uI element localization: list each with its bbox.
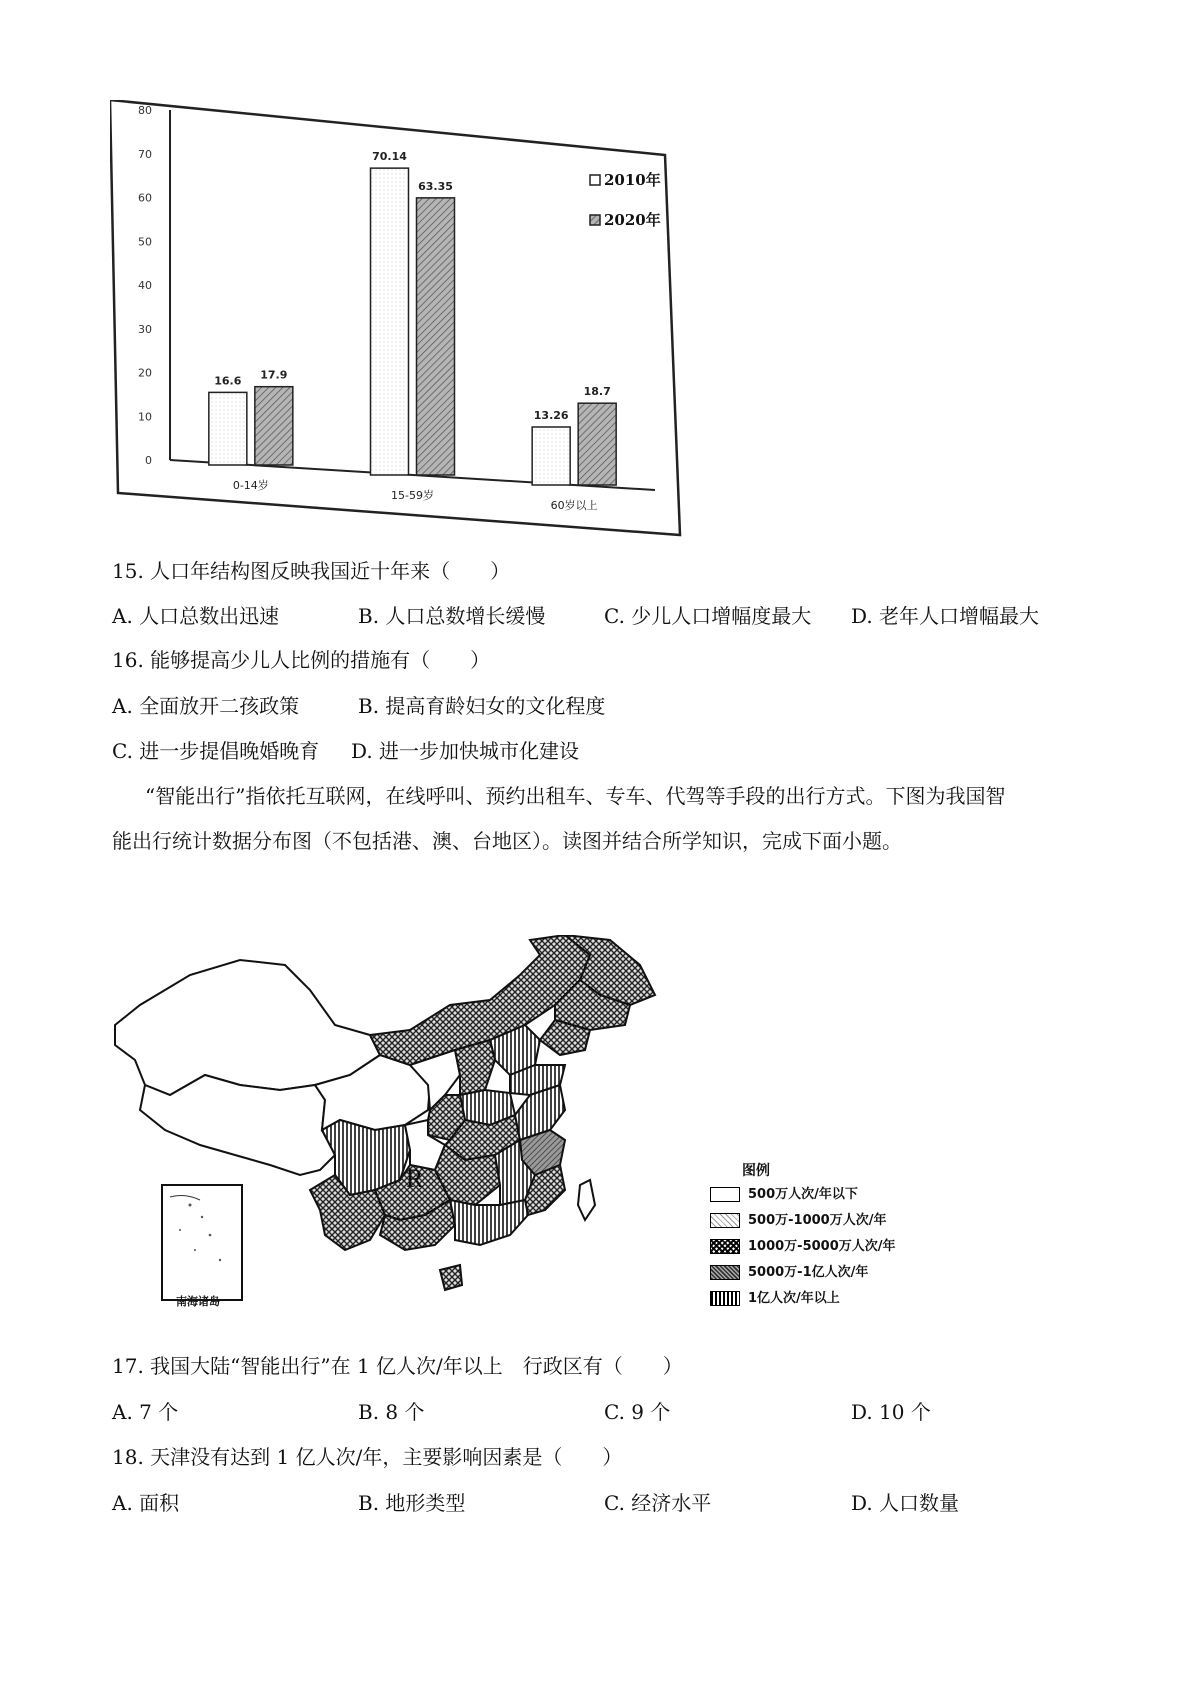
legend-swatch-2020年 bbox=[590, 215, 600, 225]
bar-2010年-0 bbox=[209, 392, 247, 465]
hainan-region bbox=[440, 1265, 462, 1290]
legend-item-5 bbox=[710, 1289, 840, 1309]
question-16-stem: 16. 能够提高少儿人比例的措施有（ ） bbox=[112, 648, 491, 672]
legend-item-2 bbox=[710, 1211, 886, 1231]
bar-2010年-1 bbox=[371, 168, 409, 475]
legend-item-1 bbox=[710, 1185, 858, 1205]
y-tick-label: 70 bbox=[138, 147, 152, 161]
x-category-label: 15-59岁 bbox=[391, 489, 434, 502]
q16-option-d[interactable]: D. 进一步加快城市化建设 bbox=[351, 739, 580, 763]
age-structure-chart bbox=[110, 100, 750, 600]
bar-2020年-1 bbox=[417, 198, 455, 475]
q15-option-c[interactable]: C. 少儿人口增幅度最大 bbox=[604, 604, 812, 628]
bar-data-label: 17.9 bbox=[260, 368, 288, 382]
legend-swatch-light bbox=[710, 1213, 740, 1228]
y-tick-label: 10 bbox=[138, 410, 152, 424]
q17-option-c[interactable]: C. 9 个 bbox=[604, 1400, 671, 1424]
bar-data-label: 70.14 bbox=[372, 150, 407, 164]
y-tick-label: 20 bbox=[138, 366, 152, 380]
legend-label-2020年: 2020年 bbox=[604, 211, 661, 229]
bar-data-label: 13.26 bbox=[533, 408, 569, 422]
y-tick-label: 80 bbox=[138, 104, 152, 117]
y-tick-label: 30 bbox=[138, 322, 152, 336]
bar-2020年-0 bbox=[255, 387, 293, 465]
q17-option-d[interactable]: D. 10 个 bbox=[851, 1400, 931, 1424]
bar-2010年-2 bbox=[532, 427, 570, 485]
legend-label-2010年: 2010年 bbox=[604, 171, 661, 189]
passage-line-1: “智能出行”指依托互联网，在线呼叫、预约出租车、专车、代驾等手段的出行方式。下图为我国智 bbox=[145, 784, 1006, 808]
q18-option-d[interactable]: D. 人口数量 bbox=[851, 1491, 960, 1515]
q18-option-a[interactable]: A. 面积 bbox=[112, 1491, 180, 1515]
q16-option-b[interactable]: B. 提高育龄妇女的文化程度 bbox=[358, 694, 606, 718]
map-marker-r: R bbox=[406, 1164, 424, 1193]
q18-option-c[interactable]: C. 经济水平 bbox=[604, 1491, 712, 1515]
shanxi-region bbox=[455, 1040, 495, 1095]
legend-item-4 bbox=[710, 1263, 868, 1283]
y-tick-label: 0 bbox=[145, 454, 152, 467]
legend-swatch-vertical bbox=[710, 1291, 740, 1306]
question-15-stem: 15. 人口年结构图反映我国近十年来（ ） bbox=[112, 559, 511, 583]
legend-label: 1亿人次/年以上 bbox=[748, 1291, 840, 1306]
q15-option-b[interactable]: B. 人口总数增长缓慢 bbox=[358, 604, 546, 628]
q18-option-b[interactable]: B. 地形类型 bbox=[358, 1491, 466, 1515]
y-tick-label: 60 bbox=[138, 191, 152, 205]
bar-data-label: 18.7 bbox=[583, 385, 611, 399]
legend-label: 500万-1000万人次/年 bbox=[748, 1213, 887, 1228]
legend-label: 5000万-1亿人次/年 bbox=[748, 1265, 869, 1280]
legend-swatch-white bbox=[710, 1187, 740, 1202]
guangdong-region bbox=[450, 1200, 528, 1245]
legend-item-3 bbox=[710, 1237, 896, 1257]
passage-line-2: 能出行统计数据分布图（不包括港、澳、台地区）。读图并结合所学知识，完成下面小题。 bbox=[112, 829, 902, 853]
xinjiang-region bbox=[115, 960, 380, 1095]
bar-chart-svg bbox=[110, 100, 750, 600]
legend-swatch-2010年 bbox=[590, 175, 600, 185]
south-china-sea-inset bbox=[162, 1185, 242, 1300]
bar-data-label: 63.35 bbox=[418, 179, 453, 193]
q16-option-c[interactable]: C. 进一步提倡晚婚晚育 bbox=[112, 739, 320, 763]
taiwan-region bbox=[578, 1180, 595, 1220]
q17-option-a[interactable]: A. 7 个 bbox=[112, 1400, 179, 1424]
legend-title: 图例 bbox=[742, 1163, 770, 1179]
inset-label: 南海诸岛 bbox=[176, 1295, 220, 1308]
q15-option-a[interactable]: A. 人口总数出迅速 bbox=[112, 604, 280, 628]
legend-label: 1000万-5000万人次/年 bbox=[748, 1239, 896, 1254]
q17-option-b[interactable]: B. 8 个 bbox=[358, 1400, 425, 1424]
q16-option-a[interactable]: A. 全面放开二孩政策 bbox=[112, 694, 300, 718]
legend-label: 500万人次/年以下 bbox=[748, 1187, 858, 1202]
legend-swatch-dense bbox=[710, 1265, 740, 1280]
question-18-stem: 18. 天津没有达到 1 亿人次/年，主要影响因素是（ ） bbox=[112, 1445, 623, 1469]
bar-data-label: 16.6 bbox=[214, 374, 242, 388]
x-category-label: 60岁以上 bbox=[550, 499, 598, 512]
chart-plot-area bbox=[138, 104, 661, 512]
y-tick-label: 40 bbox=[138, 279, 152, 292]
bar-2020年-2 bbox=[578, 403, 616, 485]
q15-option-d[interactable]: D. 老年人口增幅最大 bbox=[851, 604, 1040, 628]
x-category-label: 0-14岁 bbox=[232, 479, 269, 492]
question-17-stem: 17. 我国大陆“智能出行”在 1 亿人次/年以上 行政区有（ ） bbox=[112, 1354, 683, 1378]
legend-swatch-cross bbox=[710, 1239, 740, 1254]
y-tick-label: 50 bbox=[138, 235, 152, 249]
